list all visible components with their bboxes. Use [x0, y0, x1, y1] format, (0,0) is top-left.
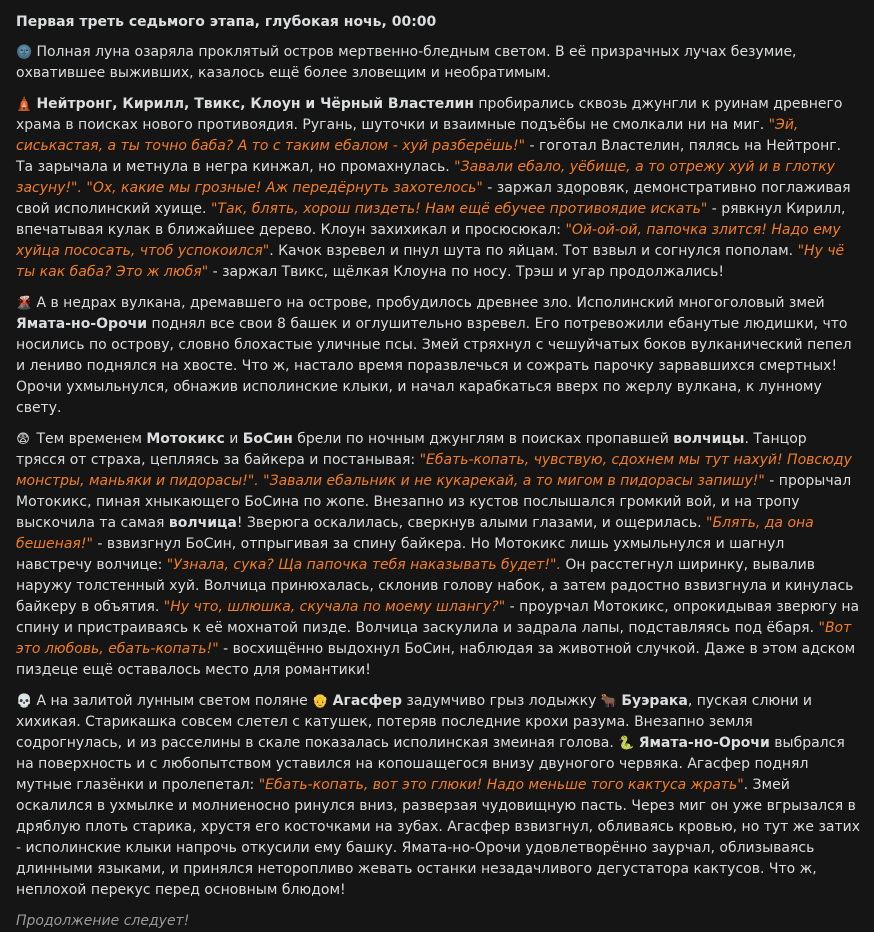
paragraph-temple	[16, 94, 860, 283]
text-run: и	[224, 431, 243, 447]
volcano-icon: 🌋	[16, 296, 33, 311]
character-name: волчица	[168, 515, 237, 531]
text-run: брели по ночным джунглям в поисках пропавшей	[292, 431, 674, 447]
text-run: Тем временем	[36, 431, 147, 447]
quote: "Ну чё ты как баба? Это ж любя"	[16, 243, 845, 280]
quote: "Эй, сиськастая, а ты точно баба? А то с таким ебалом - хуй разберёшь!"	[16, 117, 799, 154]
paragraph-volcano	[16, 293, 860, 419]
character-name: БоСин	[242, 431, 293, 447]
temple-icon: 🛕	[16, 97, 33, 112]
full-moon-face-icon: 🌚	[16, 45, 33, 60]
text-run: . Танцор трясся от страха, цепляясь за байкера и постанывая:	[16, 431, 807, 468]
text-run: - прорычал Мотокикс, пиная хныкающего БоСина по жопе. Внезапно из кустов послышался громкий вой, и на тропу выскочила та самая	[16, 473, 852, 531]
old-man-icon: 👴	[312, 694, 329, 709]
quote: "Ох, какие мы грозные! Аж передёрнуть захотелось"	[86, 180, 483, 196]
skull-icon: 💀	[16, 694, 33, 709]
text-run: - заржал Твикс, щёлкая Клоуна по носу. Трэш и угар продолжались!	[208, 264, 724, 280]
chapter-title: Первая треть седьмого этапа, глубокая ночь, 00:00	[16, 14, 437, 30]
snake-icon: 🐍	[618, 736, 635, 751]
quote: "Завали ебало, уёбище, а то отрежу хуй и в глотку засуну!".	[16, 159, 835, 196]
text-run: - гоготал Властелин, пялясь на Нейтронг. Та зарычала и метнула в негра кинжал, но промахнулась.	[16, 138, 842, 175]
quote: "Узнала, сука? Ща папочка тебя наказывать будет!".	[166, 557, 561, 573]
text-run: . Змей оскалился в ухмылке и молниеносно ринулся вниз, разверзая чудовищную пасть. Через миг он уже вгрызался в дряблую плоть старика, хрустя его косточками на зубах. Агасфер взвизгнул, обливаясь кровью, но тут же затих - исполинские клыки напрочь откусили ему башку. Ямата-но-Орочи удовлетворённо заурчал, облизываясь длинными языками, и принялся неторопливо жевать останки незадачливого дегустатора кактусов. Что ж, неплохой перекус перед основным блюдом!	[16, 777, 861, 898]
paragraph-moon	[16, 42, 860, 84]
paragraph-jungle	[16, 429, 860, 681]
quote: "Ну что, шлюшка, скучала по моему шлангу?"	[163, 599, 506, 615]
quote: "Так, блять, хорош пиздеть! Нам ещё ебучее противоядие искать"	[210, 201, 708, 217]
quote: "Ебать-копать, вот это глюки! Надо меньше того кактуса жрать"	[258, 777, 744, 793]
text-run: - взвизгнул БоСин, отпрыгивая за спину байкера. Но Мотокикс лишь ухмыльнулся и шагнул навстречу волчице:	[16, 536, 785, 573]
anxious-face-icon: 😨	[16, 432, 30, 447]
text-run: задумчиво грыз лодыжку	[401, 693, 601, 709]
character-name: Ямата-но-Орочи	[16, 316, 148, 332]
quote: "Вот это любовь, ебать-копать!"	[16, 620, 852, 657]
text-run: А в недрах вулкана, дремавшего на острове, пробудилось древнее зло. Исполинский многоголовый змей	[36, 295, 825, 311]
character-name: волчицы	[673, 431, 745, 447]
character-name: Агасфер	[332, 693, 402, 709]
text-run: пробирались сквозь джунгли к руинам древнего храма в поисках нового противоядия. Ругань, шуточки и взаимные подъёбы не смолкали ни на миг.	[16, 96, 843, 133]
text-run: , пуская слюни и хихикая. Старикашка совсем слетел с катушек, потеряв последние крохи разума. Внезапно земля содрогнулась, и из расселины в скале показалась исполинская змеиная голова.	[16, 693, 813, 751]
quote: "Ой-ой-ой, папочка злится! Надо ему хуйца пососать, чтоб успокоился"	[16, 222, 841, 259]
quote: "Завали ебальник и не кукарекай, а то мигом в пидорасы запишу!"	[263, 473, 765, 489]
quote: "Блять, да она бешеная!"	[16, 515, 814, 552]
text-run: Он расстегнул ширинку, вывалив наружу толстенный хуй. Волчица принюхалась, склонив голову набок, а затем радостно взвизгнула и кинулась байкеру в объятия.	[16, 557, 854, 615]
text-run: А на залитой лунным светом поляне	[36, 693, 313, 709]
ox-icon: 🐂	[600, 694, 618, 709]
to-be-continued: Продолжение следует!	[16, 913, 190, 929]
text-run: . Качок взревел и пнул шута по яйцам. Тот взвыл и согнулся пополам.	[269, 243, 798, 259]
text-run: - рявкнул Кирилл, впечатывая кулак в ближайшее дерево. Клоун захихикал и просюсюкал:	[16, 201, 846, 238]
paragraph-text: Полная луна озаряла проклятый остров мертвенно-бледным светом. В её призрачных лучах безумие, охватившее выживших, казалось ещё более зловещим и необратимым.	[16, 44, 797, 81]
text-run: - проурчал Мотокикс, опрокидывая зверюгу на спину и пристраиваясь к её мохнатой пизде. Волчица заскулила и задрала лапы, подставляясь под ёбаря.	[16, 599, 860, 636]
character-name: Буэрака	[621, 693, 688, 709]
character-names: Нейтронг, Кирилл, Твикс, Клоун и Чёрный Властелин	[36, 96, 474, 112]
text-run: поднял все свои 8 башек и оглушительно взревел. Его потревожили ебанутые людишки, что носились по острову, словно блохастые уличные псы. Змей стряхнул с чешуйчатых боков вулканический пепел и лениво поднялся на хвосте. Что ж, настало время поразвлечься и сожрать парочку зарвавшихся смертных! Орочи ухмыльнулся, обнажив исполинские клыки, и начал карабкаться вверх по жерлу вулкана, к лунному свету.	[16, 316, 852, 416]
quote: "Ебать-копать, чувствую, сдохнем мы тут нахуй! Повсюду монстры, маньяки и пидорасы!".	[16, 452, 852, 489]
text-run: - заржал здоровяк, демонстративно поглаживая свой исполинский хуище.	[16, 180, 851, 217]
text-run: - восхищённо выдохнул БоСин, наблюдая за животной случкой. Даже в этом адском пиздеце ещё оставалось место для романтики!	[16, 641, 856, 678]
paragraph-meadow	[16, 691, 860, 901]
character-name: Ямата-но-Орочи	[638, 735, 770, 751]
text-run: выбрался на поверхность и с любопытством уставился на копошащегося внизу двуногого червяка. Агасфер поднял мутные глазёнки и пролепетал:	[16, 735, 845, 793]
text-run: ! Зверюга оскалилась, сверкнув алыми глазами, и ощерилась.	[236, 515, 707, 531]
character-name: Мотокикс	[146, 431, 225, 447]
